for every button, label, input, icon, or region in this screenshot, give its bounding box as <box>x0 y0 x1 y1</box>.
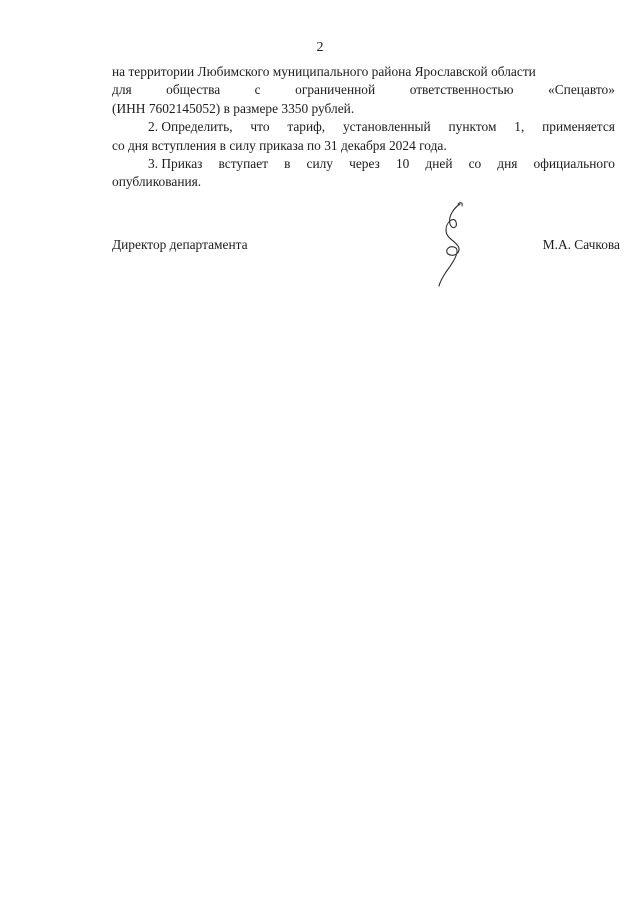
document-body <box>112 63 615 192</box>
word: 2. Определить, <box>148 119 233 135</box>
paragraph-2-line-1 <box>112 118 615 136</box>
paragraph-3-line-2: опубликования. <box>112 174 202 190</box>
word: дня <box>497 156 518 172</box>
word: 10 <box>395 156 410 172</box>
paragraph-1 <box>112 63 615 118</box>
word: тариф, <box>287 119 326 135</box>
word: в <box>284 156 291 172</box>
paragraph-1-line-1: на территории Любимского муниципального района Ярославской области <box>112 64 536 79</box>
word: с <box>254 82 261 98</box>
paragraph-3-line-1 <box>112 155 615 173</box>
word: применяется <box>542 119 615 135</box>
word: ограниченной <box>295 82 376 98</box>
word: дней <box>425 156 453 172</box>
word: вступает <box>218 156 269 172</box>
word: через <box>349 156 380 172</box>
paragraph-3 <box>112 155 615 192</box>
paragraph-1-line-2 <box>112 81 615 99</box>
word: со <box>468 156 482 172</box>
paragraph-2 <box>112 118 615 155</box>
word: общества <box>166 82 221 98</box>
word: что <box>250 119 270 135</box>
word: установленный <box>342 119 431 135</box>
word: силу <box>306 156 333 172</box>
word: «Спецавто» <box>548 82 615 98</box>
page-number: 2 <box>316 40 324 55</box>
word: 3. Приказ <box>148 156 203 172</box>
signature-block <box>112 237 620 257</box>
word: для <box>112 82 132 98</box>
signer-title: Директор департамента <box>112 237 248 252</box>
paragraph-1-line-3: (ИНН 7602145052) в размере 3350 рублей. <box>112 100 355 116</box>
word: 1, <box>514 119 525 135</box>
word: официального <box>533 156 615 172</box>
word: ответственностью <box>409 82 514 98</box>
signer-name: М.А. Сачкова <box>542 237 620 252</box>
paragraph-2-line-2: со дня вступления в силу приказа по 31 декабря 2024 года. <box>112 137 447 153</box>
word: пунктом <box>448 119 497 135</box>
